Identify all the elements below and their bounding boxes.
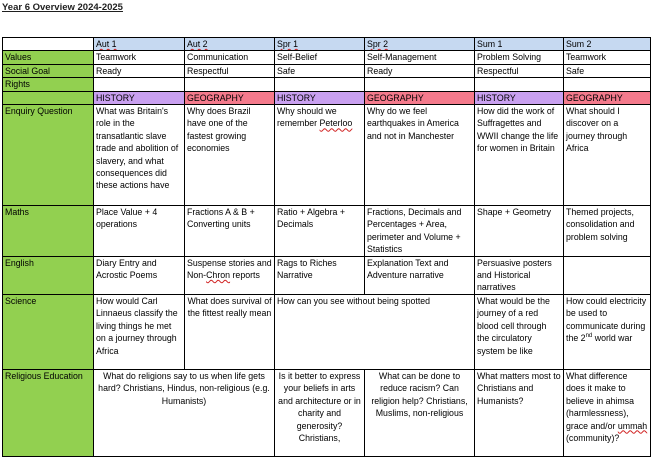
table-cell: Why does Brazil have one of the fastest growing economies (185, 105, 275, 206)
row-label: Social Goal (3, 64, 94, 77)
term-header: Spr 2 (365, 38, 475, 51)
social-goal-row (3, 64, 651, 77)
table-cell: Why should we remember Peterloo (275, 105, 365, 206)
table-cell: Teamwork (94, 51, 185, 64)
table-cell (365, 78, 475, 91)
table-cell: Suspense stories and Non-Chron reports (185, 256, 275, 294)
row-label (3, 91, 94, 104)
table-cell: Respectful (185, 64, 275, 77)
table-cell: Respectful (475, 64, 564, 77)
table-cell: Communication (185, 51, 275, 64)
row-label: Maths (3, 206, 94, 257)
rights-row (3, 78, 651, 91)
subject-cell: HISTORY (94, 91, 185, 104)
table-cell: What matters most to Christians and Humanists? (475, 369, 564, 456)
subject-cell: GEOGRAPHY (365, 91, 475, 104)
science-row (3, 294, 651, 369)
term-header: Aut 2 (185, 38, 275, 51)
table-cell: How did the work of Suffragettes and WWII change the life for women in Britain (475, 105, 564, 206)
subject-cell: HISTORY (275, 91, 365, 104)
table-cell: Self-Management (365, 51, 475, 64)
table-cell (275, 78, 365, 91)
table-cell: Rags to Riches Narrative (275, 256, 365, 294)
table-cell: Shape + Geometry (475, 206, 564, 257)
subject-cell: GEOGRAPHY (564, 91, 651, 104)
table-cell: Fractions A & B + Converting units (185, 206, 275, 257)
term-header: Aut 1 (94, 38, 185, 51)
re-row (3, 369, 651, 456)
term-header: Sum 1 (475, 38, 564, 51)
table-cell: Safe (275, 64, 365, 77)
table-cell: Explanation Text and Adventure narrative (365, 256, 475, 294)
table-cell: Ready (94, 64, 185, 77)
table-cell: Persuasive posters and Historical narratives (475, 256, 564, 294)
row-label: Science (3, 294, 94, 369)
header-row (3, 38, 651, 51)
table-cell: What was Britain's role in the transatlantic slave trade and abolition of slavery, and what consequences did these actions have (94, 105, 185, 206)
subject-cell: GEOGRAPHY (185, 91, 275, 104)
table-cell: How can you see without being spotted (275, 294, 475, 369)
row-label: Enquiry Question (3, 105, 94, 206)
table-cell: Safe (564, 64, 651, 77)
table-cell (94, 78, 185, 91)
table-cell: Is it better to express your beliefs in arts and architecture or in charity and generosity? Christians, (275, 369, 365, 456)
row-label: Values (3, 51, 94, 64)
row-label: Religious Education (3, 369, 94, 456)
table-cell: How could electricity be used to communicate during the 2nd world war (564, 294, 651, 369)
table-cell: What do religions say to us when life gets hard? Christians, Hindus, non-religious (e.g. Humanists) (94, 369, 275, 456)
corner-cell (3, 38, 94, 51)
table-cell: What would be the journey of a red blood cell through the circulatory system be like (475, 294, 564, 369)
table-cell: Ratio + Algebra + Decimals (275, 206, 365, 257)
table-cell: Themed projects, consolidation and problem solving (564, 206, 651, 257)
table-cell: What difference does it make to believe in ahimsa (harmlessness), grace and/or ummah (community)? (564, 369, 651, 456)
table-cell (475, 78, 564, 91)
table-cell: What does survival of the fittest really mean (185, 294, 275, 369)
english-row (3, 256, 651, 294)
table-cell: Why do we feel earthquakes in America and not in Manchester (365, 105, 475, 206)
table-cell: What should I discover on a journey through Africa (564, 105, 651, 206)
row-label: Rights (3, 78, 94, 91)
row-label: English (3, 256, 94, 294)
table-cell (564, 78, 651, 91)
table-cell: How would Carl Linnaeus classify the living things he met on a journey through Africa (94, 294, 185, 369)
table-cell (185, 78, 275, 91)
table-cell (564, 256, 651, 294)
maths-row (3, 206, 651, 257)
table-cell: Place Value + 4 operations (94, 206, 185, 257)
table-cell: Ready (365, 64, 475, 77)
term-header: Sum 2 (564, 38, 651, 51)
page-title: Year 6 Overview 2024-2025 (2, 2, 123, 13)
table-cell: Self-Belief (275, 51, 365, 64)
subject-cell: HISTORY (475, 91, 564, 104)
overview-table (2, 37, 651, 457)
enquiry-row (3, 105, 651, 206)
subject-row (3, 91, 651, 104)
table-cell: Problem Solving (475, 51, 564, 64)
table-cell: What can be done to reduce racism? Can religion help? Christians, Muslims, non-religious (365, 369, 475, 456)
term-header: Spr 1 (275, 38, 365, 51)
table-cell: Diary Entry and Acrostic Poems (94, 256, 185, 294)
table-cell: Teamwork (564, 51, 651, 64)
table-cell: Fractions, Decimals and Percentages + Area, perimeter and Volume + Statistics (365, 206, 475, 257)
values-row (3, 51, 651, 64)
